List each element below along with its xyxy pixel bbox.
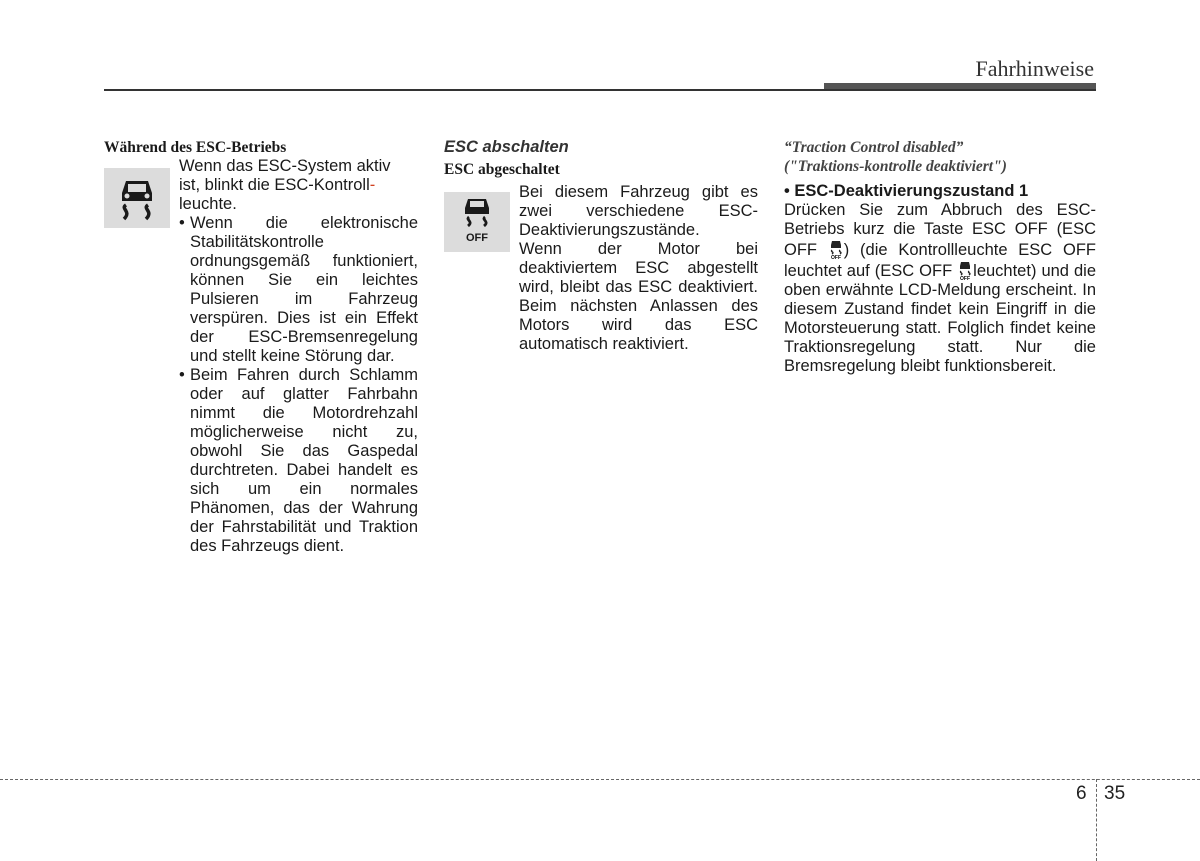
body-text: Drücken Sie zum Abbruch des ESC-Betriebs kurz die Taste ESC OFF (ESC OFF OFF ) (die Kontrollleuchte ESC OFF leuchtet auf (ESC OFF OFF leuchtet) und die oben erwähnte LCD-Meldung erscheint. In diesem Zustand findet kein Eingriff in die Motorsteuerung statt. Folglich findet keine Traktionsregelung statt. Nur die Bremsregelung bleibt funktionsbereit. — [784, 201, 1096, 375]
intro-line-1: Wenn das ESC-System aktiv — [179, 157, 391, 175]
esc-off-icon — [444, 192, 510, 252]
column-traction-control — [784, 138, 1096, 376]
list-item: • Wenn die elektronische Stabilitätskontrolle ordnungsgemäß funktioniert, können Sie ein leichtes Pulsieren im Fahrzeug verspüren. Dies ist ein Effekt der ESC-Bremsenregelung und stellt keine Störung dar. — [179, 214, 418, 366]
column-esc-operation — [104, 138, 418, 556]
section-title: ESC abschalten — [444, 138, 569, 156]
chapter-number: 6 — [1076, 783, 1087, 804]
quote-subtitle: ("Traktions-kontrolle deaktiviert") — [784, 158, 1007, 175]
paragraph: Wenn der Motor bei deaktiviertem ESC abgestellt wird, bleibt das ESC deaktiviert. Beim nächsten Anlassen des Motors wird das ESC automatisch reaktiviert. — [519, 240, 758, 353]
intro-line-2: ist, blinkt die ESC-Kontroll- — [179, 176, 376, 194]
esc-warning-icon — [104, 168, 170, 228]
section-heading: Während des ESC-Betriebs — [104, 139, 287, 156]
bullet-list — [179, 214, 418, 556]
footer-divider — [1096, 779, 1097, 861]
header-rule — [104, 89, 1096, 91]
quote-title: “Traction Control disabled” — [784, 139, 964, 156]
subheading: ESC abgeschaltet — [444, 161, 560, 178]
bullet-heading: • ESC-Deaktivierungszustand 1 — [784, 182, 1029, 200]
footer-rule — [0, 779, 1200, 780]
esc-off-text — [519, 183, 758, 354]
list-item: • Beim Fahren durch Schlamm oder auf glatter Fahrbahn nimmt die Motordrehzahl möglicherweise nicht zu, obwohl Sie das Gaspedal durchtreten. Dabei handelt es sich um ein normales Phänomen, das der Wahrung der Fahrstabilität und Traktion des Fahrzeugs dient. — [179, 366, 418, 556]
off-label: OFF — [466, 231, 488, 244]
page-number: 35 — [1104, 783, 1126, 804]
svg-text:OFF: OFF — [830, 255, 841, 259]
column-esc-off — [444, 138, 758, 354]
paragraph: Bei diesem Fahrzeug gibt es zwei verschiedene ESC-Deaktivierungszustände. — [519, 183, 758, 239]
intro-text — [179, 157, 418, 214]
esc-off-inline-icon — [957, 260, 973, 280]
intro-line-3: leuchte. — [179, 195, 237, 213]
svg-text:OFF: OFF — [960, 276, 971, 280]
header-title: Fahrhinweise — [975, 56, 1094, 81]
esc-off-inline-icon — [828, 239, 844, 259]
